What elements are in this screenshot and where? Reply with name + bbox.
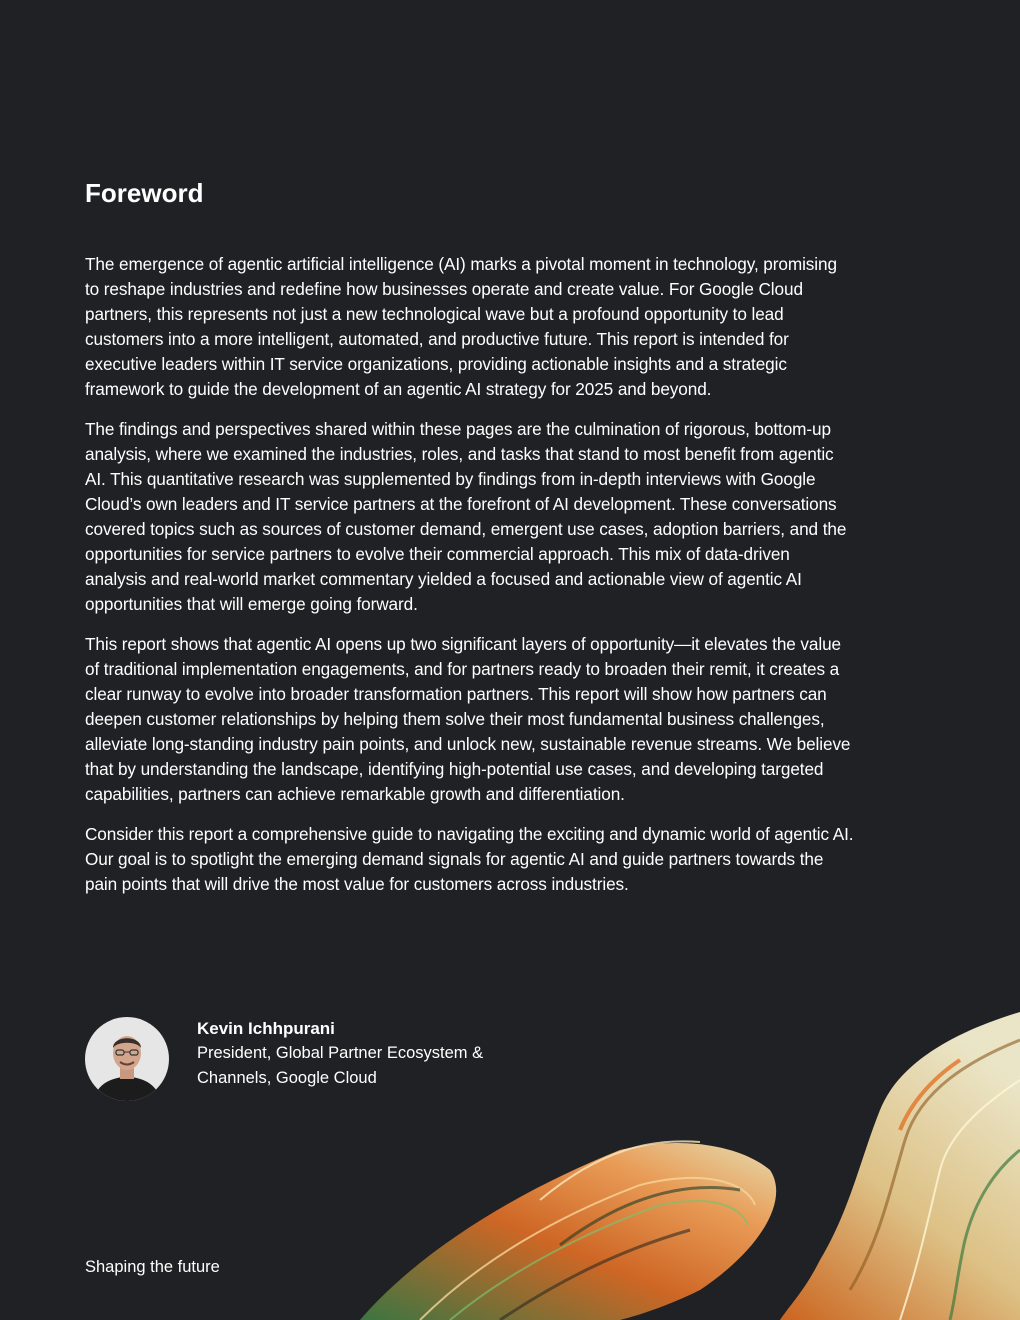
paragraph: The findings and perspectives shared within these pages are the culmination of rigorous, bottom-up analysis, where we examined the industries, roles, and tasks that stand to most benefit from agentic AI. This quantitative research was supplemented by findings from in-depth interviews with Google Cloud’s own leaders and IT service partners at the forefront of AI development. These conversations covered topics such as sources of customer demand, emergent use cases, adoption barriers, and the opportunities for service partners to evolve their commercial approach. This mix of data-driven analysis and real-world market commentary yielded a focused and actionable view of agentic AI opportunities that will emerge going forward. [85, 419, 847, 614]
paragraph: The emergence of agentic artificial intelligence (AI) marks a pivotal moment in technology, promising to reshape industries and redefine how businesses operate and create value. For Google Cloud partners, this represents not just a new technological wave but a profound opportunity to lead customers into a more intelligent, automated, and productive future. This report is intended for executive leaders within IT service organizations, providing actionable insights and a strategic framework to guide the development of an agentic AI strategy for 2025 and beyond. [85, 254, 837, 399]
page-title: Foreword [85, 178, 204, 208]
author-avatar [85, 1017, 169, 1101]
art-left-swirl [360, 1141, 776, 1320]
author-block [85, 1017, 497, 1101]
author-name: Kevin Ichhpurani [197, 1019, 335, 1038]
author-role: President, Global Partner Ecosystem & Channels, Google Cloud [197, 1044, 484, 1087]
art-right-swirl [780, 1012, 1020, 1320]
foreword-body [85, 252, 855, 912]
paragraph: Consider this report a comprehensive guide to navigating the exciting and dynamic world of agentic AI. Our goal is to spotlight the emerging demand signals for agentic AI and guide partners towards the pain points that will drive the most value for customers across industries. [85, 824, 854, 894]
paragraph: This report shows that agentic AI opens up two significant layers of opportunity—it elevates the value of traditional implementation engagements, and for partners ready to broaden their remit, it creates a clear runway to evolve into broader transformation partners. This report will show how partners can deepen customer relationships by helping them solve their most fundamental business challenges, alleviate long-standing industry pain points, and unlock new, sustainable revenue streams. We believe that by understanding the landscape, identifying high-potential use cases, and developing targeted capabilities, partners can achieve remarkable growth and differentiation. [85, 634, 851, 804]
footer-label: Shaping the future [85, 1258, 220, 1276]
author-info [197, 1017, 497, 1091]
author-photo [85, 1017, 169, 1101]
